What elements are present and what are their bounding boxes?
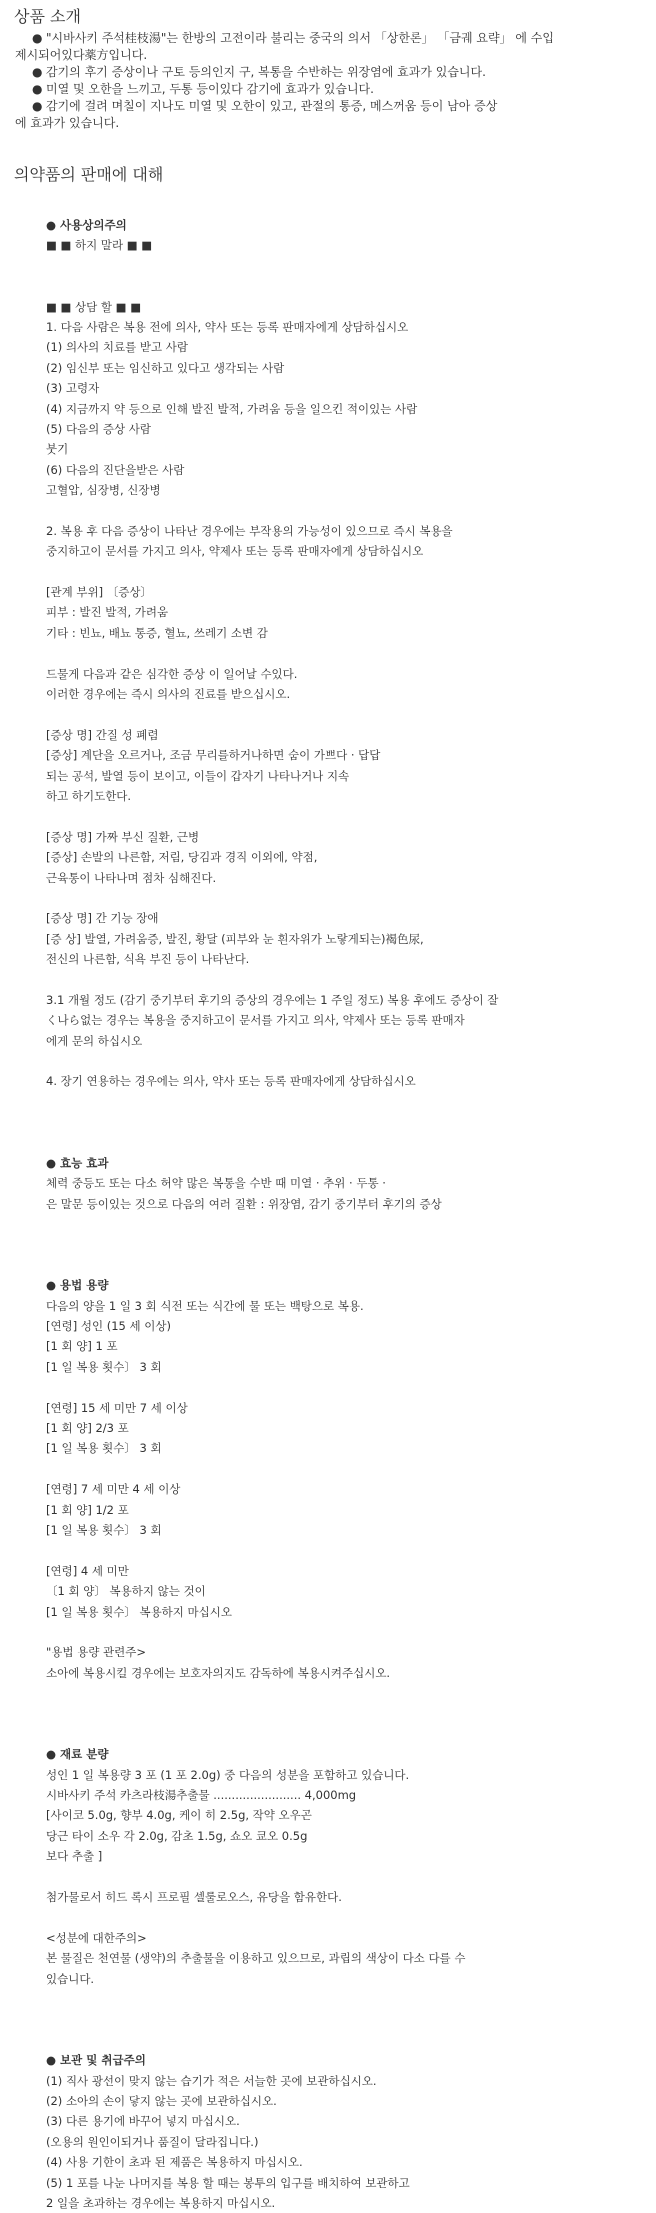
intro-bullet-continuation: 제시되어있다薬方입니다.: [15, 48, 148, 62]
intro-bullet: ● 감기에 걸려 며칠이 지나도 미열 및 오한이 있고, 관절의 통증, 메스꺼움 등이 남아 증상: [32, 99, 498, 113]
text-line: "용법 용량 관련주>: [46, 1645, 146, 1660]
text-line: (4) 지금까지 약 등으로 인해 발진 발적, 가려움 등을 일으킨 적이있는 사람: [46, 401, 418, 416]
text-line: [46, 1255, 646, 1275]
text-line: 은 말문 등이있는 것으로 다음의 여러 질환 : 위장염, 감기 중기부터 후기의 증상: [46, 1196, 442, 1211]
text-line: [46, 1133, 646, 1153]
text-line: [증상 명] 간질 성 폐렴: [46, 727, 159, 742]
text-line: 2. 복용 후 다음 증상이 나타난 경우에는 부작용의 가능성이 있으므로 즉시 복용을: [46, 523, 453, 538]
text-line: [1 일 복용 횟수〕 복용하지 마십시오: [46, 1604, 232, 1619]
text-line: [연령] 4 세 미만: [46, 1563, 129, 1578]
text-line: 다음의 양을 1 일 3 회 식전 또는 식간에 물 또는 백탕으로 복용.: [46, 1298, 364, 1313]
intro-bullet: ● 미열 및 오한을 느끼고, 두통 등이있다 감기에 효과가 있습니다.: [32, 82, 374, 96]
text-line: [연령] 15 세 미만 7 세 이상: [46, 1400, 188, 1415]
section-heading: ● 사용상의주의: [46, 218, 127, 232]
text-line: [46, 276, 646, 296]
text-line: (1) 직사 광선이 맞지 않는 습기가 적은 서늘한 곳에 보관하십시오.: [46, 2073, 377, 2088]
text-line: [46, 888, 646, 908]
text-line: [증상 명] 간 기능 장애: [46, 911, 159, 926]
text-line: [46, 1377, 646, 1397]
text-line: 피부 : 발진 발적, 가려움: [46, 605, 169, 620]
product-intro-heading: 상품 소개: [14, 7, 81, 26]
text-line: (5) 다음의 증상 사람: [46, 421, 152, 436]
text-line: (5) 1 포를 나눈 나머지를 복용 할 때는 봉투의 입구를 배치하여 보관하고: [46, 2175, 410, 2190]
text-line: [46, 2009, 646, 2029]
text-line: (1) 의사의 치료를 받고 사람: [46, 340, 189, 355]
text-line: 첨가물로서 히드 록시 프로필 셀룰로오스, 유당을 함유한다.: [46, 1890, 342, 1905]
bullet-dot-icon: ●: [32, 99, 43, 113]
text-line: 성인 1 일 복용량 3 포 (1 포 2.0g) 중 다음의 성분을 포함하고 있습니다.: [46, 1767, 410, 1782]
text-line: 시바사키 주석 카츠라枝湯추출물 ........................ 4,000mg: [46, 1788, 357, 1803]
text-line: 고혈압, 심장병, 신장병: [46, 483, 161, 498]
intro-bullet-continuation: 에 효과가 있습니다.: [15, 116, 120, 130]
text-line: (2) 임신부 또는 임신하고 있다고 생각되는 사람: [46, 360, 285, 375]
text-line: 본 물질은 천연물 (생약)의 추출물을 이용하고 있으므로, 과립의 색상이 다소 다를 수: [46, 1951, 466, 1966]
text-line: 드물게 다음과 같은 심각한 증상 이 일어날 수있다.: [46, 666, 298, 681]
text-line: [증상 명] 가짜 부신 질환, 근병: [46, 829, 200, 844]
text-line: [1 일 복용 횟수〕 3 회: [46, 1359, 162, 1374]
bullet-dot-icon: ●: [32, 82, 43, 96]
text-line: [46, 256, 646, 276]
text-line: 1. 다음 사람은 복용 전에 의사, 약사 또는 등록 판매자에게 상담하십시오: [46, 319, 409, 334]
product-intro-bullet-list: [15, 30, 638, 132]
text-line: [증상] 손발의 나른함, 저림, 당김과 경직 이외에, 약점,: [46, 850, 318, 865]
text-line: [관계 부위] 〔증상〕: [46, 585, 152, 600]
text-line: <성분에 대한주의>: [46, 1930, 147, 1945]
text-line: ■ ■ 하지 말라 ■ ■: [46, 238, 153, 253]
text-line: [46, 1459, 646, 1479]
text-line: 붓기: [46, 442, 69, 457]
text-line: 중지하고이 문서를 가지고 의사, 약제사 또는 등록 판매자에게 상담하십시오: [46, 544, 424, 559]
text-line: [46, 1092, 646, 1112]
text-line: 보다 추출 ]: [46, 1849, 103, 1864]
text-line: [사이코 5.0g, 향부 4.0g, 케이 히 2.5g, 작약 오우곤: [46, 1808, 312, 1823]
text-line: [46, 1683, 646, 1703]
text-line: ■ ■ 상담 할 ■ ■: [46, 299, 142, 314]
text-line: (4) 사용 기한이 초과 된 제품은 복용하지 마십시오.: [46, 2155, 303, 2170]
section-heading: ● 보관 및 취급주의: [46, 2053, 146, 2068]
text-line: 있습니다.: [46, 1971, 95, 1986]
text-line: 전신의 나른함, 식욕 부진 등이 나타난다.: [46, 952, 250, 967]
text-line: 기타 : 빈뇨, 배뇨 통증, 혈뇨, 쓰레기 소변 감: [46, 625, 268, 640]
text-line: [46, 1724, 646, 1744]
text-line: [46, 1704, 646, 1724]
text-line: 되는 공석, 발열 등이 보이고, 이들이 갑자기 나타나거나 지속: [46, 768, 350, 783]
intro-bullet: ● "시바사키 주석桂枝湯"는 한방의 고전이라 불리는 중국의 의서 「상한론」 「금궤 요략」 에 수입: [32, 31, 554, 45]
text-line: [46, 500, 646, 520]
text-line: (3) 다른 용기에 바꾸어 넣지 마십시오.: [46, 2114, 240, 2129]
text-line: 근육통이 나타나며 점차 심해진다.: [46, 870, 217, 885]
section-heading: ● 용법 용량: [46, 1278, 109, 1293]
text-line: [46, 1112, 646, 1132]
text-line: [46, 1907, 646, 1927]
text-line: (2) 소아의 손이 닿지 않는 곳에 보관하십시오.: [46, 2093, 277, 2108]
text-line: (3) 고령자: [46, 381, 100, 396]
text-line: 4. 장기 연용하는 경우에는 의사, 약사 또는 등록 판매자에게 상담하십시오: [46, 1074, 416, 1089]
text-line: [46, 1622, 646, 1642]
text-line: 하고 하기도한다.: [46, 788, 132, 803]
text-line: [1 회 양] 2/3 포: [46, 1421, 129, 1436]
text-line: [증 상] 발열, 가려움증, 발진, 황달 (피부와 눈 흰자위가 노랗게되는)褐色尿,: [46, 931, 424, 946]
text-line: [46, 562, 646, 582]
text-line: [46, 1989, 646, 2009]
text-line: [46, 2030, 646, 2050]
text-line: [증상] 계단을 오르거나, 조금 무리를하거나하면 숨이 가쁘다 · 답답: [46, 748, 381, 763]
intro-bullet: ● 감기의 후기 증상이나 구토 등의인지 구, 복통을 수반하는 위장염에 효과가 있습니다.: [32, 65, 486, 79]
section-heading: ● 효능 효과: [46, 1155, 109, 1170]
text-line: [46, 704, 646, 724]
text-line: [46, 1867, 646, 1887]
text-line: [1 일 복용 횟수〕 3 회: [46, 1441, 162, 1456]
text-line: 당근 타이 소우 각 2.0g, 감초 1.5g, 쇼오 쿄오 0.5g: [46, 1828, 308, 1843]
text-line: (오용의 원인이되거나 품질이 달라집니다.): [46, 2134, 259, 2149]
text-line: [46, 969, 646, 989]
text-line: 체력 중등도 또는 다소 허약 많은 복통을 수반 때 미열 · 추위 · 두통 ·: [46, 1176, 386, 1191]
text-line: [1 회 양] 1 포: [46, 1339, 118, 1354]
text-line: 소아에 복용시킬 경우에는 보호자의지도 감독하에 복용시켜주십시오.: [46, 1665, 391, 1680]
text-line: 에게 문의 하십시오: [46, 1033, 143, 1048]
text-line: 〔1 회 양〕 복용하지 않는 것이: [46, 1584, 206, 1599]
bullet-dot-icon: ●: [32, 31, 43, 45]
text-line: 3.1 개월 정도 (감기 중기부터 후기의 증상의 경우에는 1 주일 정도) 복용 후에도 증상이 잘: [46, 992, 499, 1007]
section-heading: ● 재료 분량: [46, 1747, 109, 1762]
text-line: [1 회 양] 1/2 포: [46, 1502, 129, 1517]
text-line: (6) 다음의 진단을받은 사람: [46, 462, 185, 477]
text-line: [1 일 복용 횟수〕 3 회: [46, 1523, 162, 1537]
text-line: [46, 643, 646, 663]
text-line: [연령] 7 세 미만 4 세 이상: [46, 1482, 181, 1497]
text-line: 이러한 경우에는 즉시 의사의 진료를 받으십시오.: [46, 686, 291, 701]
text-line: [46, 1214, 646, 1234]
text-line: [46, 1540, 646, 1560]
text-line: 2 일을 초과하는 경우에는 복용하지 마십시오.: [46, 2195, 276, 2210]
text-line: [연령] 성인 (15 세 이상): [46, 1319, 171, 1334]
text-line: [46, 806, 646, 826]
text-line: く나ら없는 경우는 복용을 중지하고이 문서를 가지고 의사, 약제사 또는 등록 판매자: [46, 1013, 465, 1028]
text-line: [46, 1235, 646, 1255]
text-line: [46, 1051, 646, 1071]
sale-info-heading: 의약품의 판매에 대해: [14, 165, 164, 184]
medicine-info-body: [46, 215, 646, 2213]
bullet-dot-icon: ●: [32, 65, 43, 79]
